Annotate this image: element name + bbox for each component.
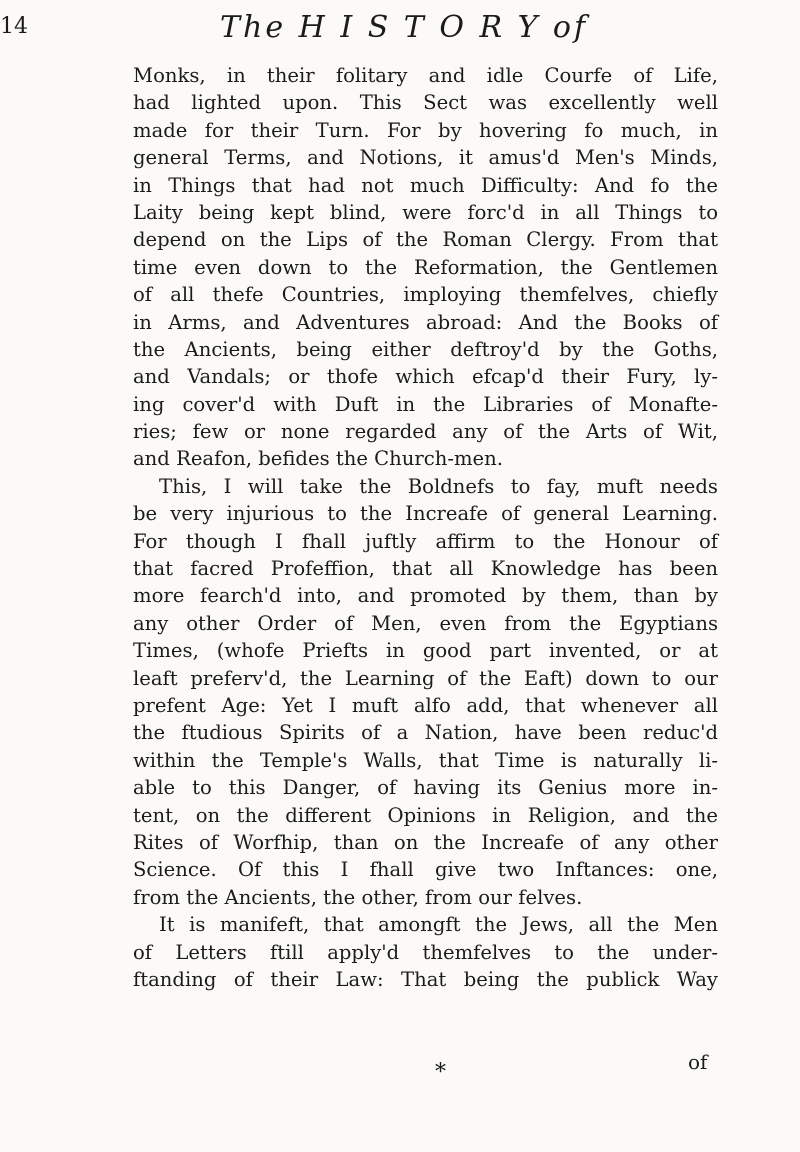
text-line: Laity being kept blind, were forc'd in all Things to [133, 200, 718, 224]
text-line: This, I will take the Boldnefs to fay, muft needs [159, 474, 718, 498]
text-line: made for their Turn. For by hovering fo much, in [133, 118, 718, 142]
text-line: Science. Of this I fhall give two Inftances: one, [133, 858, 718, 882]
text-line: depend on the Lips of the Roman Clergy. From that [133, 228, 718, 252]
text-line: of Letters ftill apply'd themfelves to the under- [133, 940, 718, 964]
text-line: Rites of Worfhip, than on the Increafe of any other [133, 830, 718, 854]
text-line: in Arms, and Adventures abroad: And the Books of [133, 310, 718, 334]
text-line: tent, on the different Opinions in Religion, and the [133, 803, 718, 827]
running-title: The H I S T O R Y of [220, 10, 589, 45]
text-line: For though I fhall juftly affirm to the Honour of [133, 529, 718, 553]
text-line: Times, (whofe Priefts in good part invented, or at [133, 639, 718, 663]
text-line: It is manifeft, that amongft the Jews, all the Men [159, 913, 718, 937]
text-line: be very injurious to the Increafe of general Learning. [133, 502, 718, 526]
text-line: and Vandals; or thofe which efcap'd their Fury, ly- [133, 365, 718, 389]
text-line: more fearch'd into, and promoted by them, than by [133, 584, 718, 608]
text-line: the Ancients, being either deftroy'd by the Goths, [133, 337, 718, 361]
text-line: any other Order of Men, even from the Egyptians [133, 611, 718, 635]
text-line: that facred Profeffion, that all Knowledge has been [133, 557, 718, 581]
text-line: from the Ancients, the other, from our felves. [133, 885, 583, 909]
text-line: the ftudious Spirits of a Nation, have been reduc'd [133, 721, 718, 745]
text-line: in Things that had not much Difficulty: And fo the [133, 173, 718, 197]
text-line: prefent Age: Yet I muft alfo add, that whenever all [133, 693, 718, 717]
text-line: ftanding of their Law: That being the publick Way [133, 967, 718, 991]
body-text [133, 62, 718, 993]
text-line: and Reafon, befides the Church-men. [133, 447, 504, 471]
page-number: 14 [0, 14, 28, 39]
text-line: time even down to the Reformation, the Gentlemen [133, 255, 718, 279]
text-line: ing cover'd with Duft in the Libraries of Monafte- [133, 392, 718, 416]
text-line: of all thefe Countries, imploying themfelves, chiefly [133, 283, 718, 307]
text-line: Monks, in their folitary and idle Courfe of Life, [133, 64, 718, 87]
text-line: able to this Danger, of having its Genius more in- [133, 776, 718, 800]
text-line: within the Temple's Walls, that Time is naturally li- [133, 748, 718, 772]
text-line: ries; few or none regarded any of the Arts of Wit, [133, 420, 718, 444]
signature-mark: * [435, 1060, 446, 1085]
catchword: of [688, 1050, 708, 1074]
text-line: leaft preferv'd, the Learning of the Eaft) down to our [133, 666, 718, 690]
text-line: general Terms, and Notions, it amus'd Men's Minds, [133, 146, 718, 170]
text-line: had lighted upon. This Sect was excellently well [133, 91, 718, 115]
